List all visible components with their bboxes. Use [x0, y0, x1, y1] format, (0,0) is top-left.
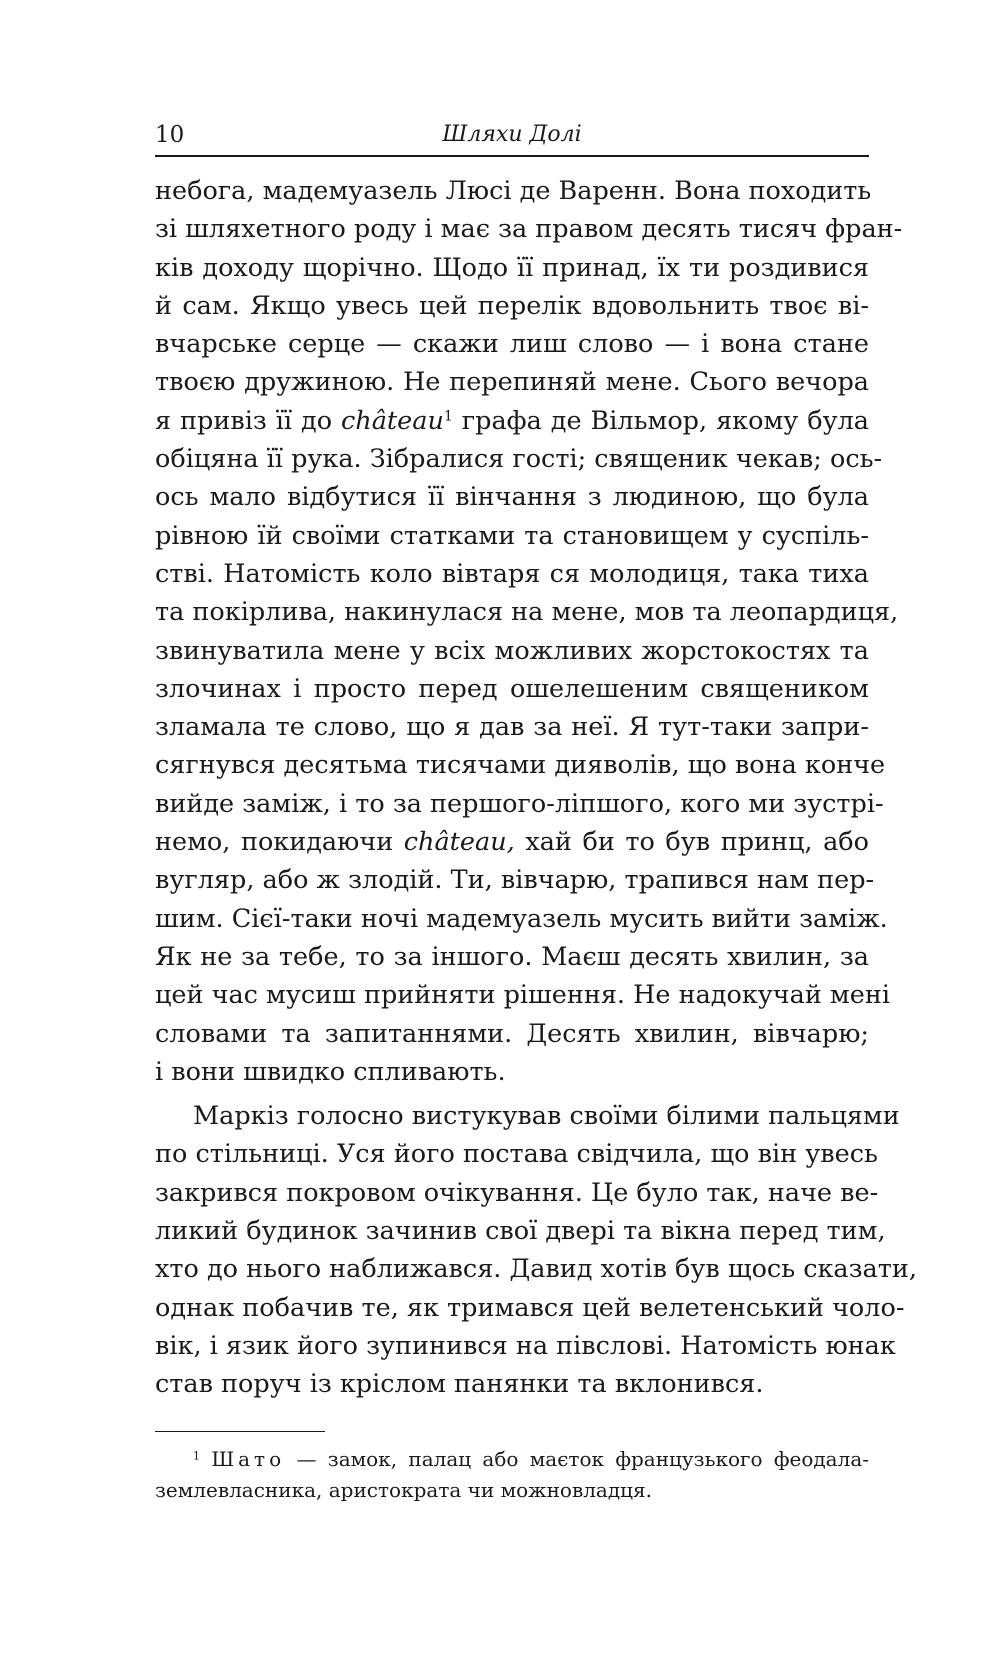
italic-term: château,	[403, 827, 515, 858]
footnote-marker: 1	[443, 408, 453, 425]
text-line: закрився покровом очікування. Це було так, наче ве-	[155, 1177, 879, 1208]
paragraph	[155, 1097, 917, 1403]
italic-term: château	[341, 405, 444, 436]
text-line: вчарське серце — скажи лиш слово — і вона стане	[155, 329, 869, 360]
text-line: сягнувся десятьма тисячами дияволів, що вона конче	[155, 750, 886, 781]
text-line: Маркіз голосно вистукував своїми білими пальцями	[193, 1101, 900, 1132]
text-line: рівною їй своїми статками та становищем у суспіль-	[155, 520, 869, 551]
text-line: Як не за тебе, то за іншого. Маєш десять хвилин, за	[155, 941, 869, 972]
text-line	[155, 823, 869, 861]
running-header	[155, 120, 869, 152]
header-rule	[155, 155, 869, 157]
footnote-rule	[155, 1431, 325, 1432]
text-line: злочинах і просто перед ошелешеним священиком	[155, 673, 869, 704]
text-line: та покірлива, накинулася на мене, мов та леопардиця,	[155, 597, 899, 628]
text-segment: графа де Вільмор, якому була	[452, 405, 870, 436]
footnote	[155, 1444, 869, 1506]
text-line: зі шляхетного роду і має за правом десять тисяч фран-	[155, 214, 903, 245]
footnote-line: землевласника, аристократа чи можновладця.	[155, 1478, 652, 1502]
text-line: по стільниці. Уся його постава свідчила, що він увесь	[155, 1139, 878, 1170]
text-line: однак побачив те, як тримався цей велетенський чоло-	[155, 1292, 905, 1323]
text-segment: я привіз її до	[155, 405, 342, 436]
text-line: словами та запитаннями. Десять хвилин, вівчарю;	[155, 1018, 869, 1049]
text-line: хто до нього наближався. Давид хотів був щось сказати,	[155, 1254, 917, 1285]
text-line	[155, 402, 869, 440]
footnote-line	[155, 1444, 869, 1475]
text-line: і вони швидко спливають.	[155, 1056, 506, 1087]
text-line: ликий будинок зачинив свої двері та вікна перед тим,	[155, 1216, 886, 1247]
paragraph	[155, 172, 903, 1091]
text-segment: немо, покидаючи	[155, 827, 404, 858]
text-line: ось мало відбутися її вінчання з людиною, що була	[155, 482, 869, 513]
text-line: вийде заміж, і то за першого-ліпшого, кого ми зустрі-	[155, 788, 884, 819]
footnote-number: 1	[193, 1449, 200, 1463]
text-line: зламала те слово, що я дав за неї. Я тут-таки запри-	[155, 712, 869, 743]
text-segment: хай би то був принц, або	[514, 827, 869, 858]
text-line: обіцяна її рука. Зібралися гості; священик чекав; ось-	[155, 444, 883, 475]
text-line: твоєю дружиною. Не перепиняй мене. Сього вечора	[155, 367, 869, 398]
text-line: шим. Сієї-таки ночі мадемуазель мусить вийти заміж.	[155, 903, 888, 934]
text-line: вік, і язик його зупинився на півслові. Натомість юнак	[155, 1330, 896, 1361]
text-line: стві. Натомість коло вівтаря ся молодиця, така тиха	[155, 558, 869, 589]
footnote-text: — замок, палац або маєток французького феодала-	[285, 1447, 869, 1471]
running-title: Шляхи Долі	[442, 122, 582, 147]
body-text	[155, 172, 917, 1404]
text-line: ків доходу щорічно. Щодо її принад, їх ти роздивися	[155, 252, 869, 283]
page-number: 10	[155, 122, 185, 148]
text-line: став поруч із кріслом панянки та вклонився.	[155, 1369, 764, 1400]
text-line: небога, мадемуазель Люсі де Варенн. Вона походить	[155, 176, 872, 206]
text-line: й сам. Якщо увесь цей перелік вдовольнить твоє ві-	[155, 290, 869, 321]
footnote-term: Шато	[211, 1447, 286, 1471]
text-line: цей час мусиш прийняти рішення. Не надокучай мені	[155, 980, 891, 1011]
text-line: вугляр, або ж злодій. Ти, вівчарю, трапився нам пер-	[155, 865, 875, 896]
text-line: звинуватила мене у всіх можливих жорстокостях та	[155, 635, 869, 666]
